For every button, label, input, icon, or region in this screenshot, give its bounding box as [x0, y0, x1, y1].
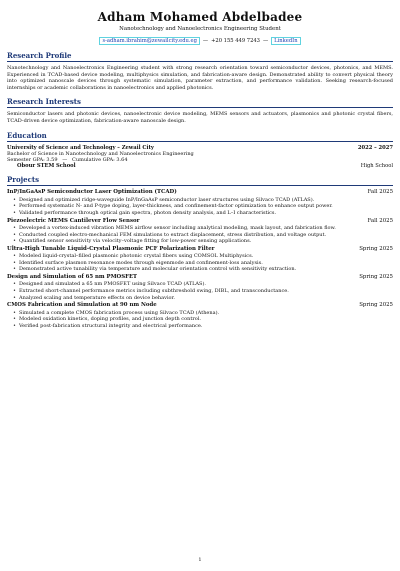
project-item: [7, 246, 393, 273]
project-title: InP/InGaAsP Semiconductor Laser Optimization (TCAD): [7, 189, 177, 196]
project-bullet: • Simulated a complete CMOS fabrication process using Silvaco TCAD (Athena).: [19, 310, 393, 317]
research-profile-text: Nanotechnology and Nanoelectronics Engineering student with strong research orientation toward semiconductor devices, photonics, and MEMS. Experienced in TCAD-based device modeling, multiphysics simulation, and fabrication-aware design. Demonstrated ability to convert physical theory into optimized nanoscale devices through systematic simulation, parameter extraction, and performance validation. Seeking research-focused internships or academic collaborations in nanoelectronics and applied photonics.: [7, 65, 393, 91]
project-bullet: • Analyzed scaling and temperature effects on device behavior.: [19, 295, 393, 302]
education-dates: 2022 – 2027: [357, 144, 393, 151]
project-bullet: • Performed systematic N- and P-type doping, layer-thickness, and confinement-factor optimization to enhance output power.: [19, 203, 393, 210]
project-item: [7, 218, 393, 245]
linkedin-link[interactable]: LinkedIn: [271, 37, 300, 45]
phone-number: +20 155 449 7243: [211, 38, 260, 44]
education-section: [7, 131, 393, 170]
project-bullets: [7, 281, 393, 301]
contact-line: [0, 37, 400, 45]
degree-name: Bachelor of Science in Nanotechnology and Nanoelectronics Engineering: [7, 150, 194, 157]
contact-separator: —: [202, 38, 209, 44]
project-item: [7, 274, 393, 301]
project-bullet: • Modeled liquid-crystal–filled plasmonic photonic crystal fibers using COMSOL Multiphysics.: [19, 253, 393, 260]
project-bullet: • Designed and optimized ridge-waveguide InP/InGaAsP semiconductor laser structures using Silvaco TCAD (ATLAS).: [19, 197, 393, 204]
project-bullet: • Verified post-fabrication structural integrity and electrical performance.: [19, 323, 393, 330]
project-date: Spring 2025: [359, 302, 393, 309]
resume-content: [0, 51, 400, 329]
project-bullets: [7, 253, 393, 273]
gpa-line: Semester GPA: 3.59 — Cumulative GPA: 3.64: [7, 156, 128, 163]
project-bullet: • Validated performance through optical gain spectra, photon density analysis, and L–I characteristics.: [19, 210, 393, 217]
section-title: Research Profile: [7, 51, 393, 62]
school-name: Obour STEM School: [17, 162, 76, 169]
project-bullets: [7, 310, 393, 330]
project-bullet: • Developed a vortex-induced vibration MEMS airflow sensor including analytical modeling, mask layout, and fabrication flow.: [19, 225, 393, 232]
contact-separator: —: [262, 38, 269, 44]
project-bullet: • Identified surface plasmon resonance modes through eigenmode and confinement-loss analysis.: [19, 260, 393, 267]
project-bullet: • Extracted short-channel performance metrics including subthreshold swing, DIBL, and transconductance.: [19, 288, 393, 295]
project-bullets: [7, 225, 393, 245]
project-bullet: • Designed and simulated a 65 nm PMOSFET using Silvaco TCAD (ATLAS).: [19, 281, 393, 288]
project-bullets: [7, 197, 393, 217]
project-item: [7, 189, 393, 216]
project-date: Spring 2025: [359, 273, 393, 280]
research-profile-section: [7, 51, 393, 91]
candidate-subtitle: Nanotechnology and Nanoelectronics Engineering Student: [119, 26, 281, 32]
project-title: Ultra-High Tunable Liquid-Crystal Plasmonic PCF Polarization Filter: [7, 245, 215, 252]
research-interests-text: Semiconductor lasers and photonic devices, nanoelectronic device modeling, MEMS sensors and actuators, plasmonics and photonic crystal fibers, TCAD-driven device optimization, fabrication-aware nanoscale design.: [7, 111, 393, 124]
project-bullet: • Demonstrated active tunability via temperature and molecular orientation control with sensitivity extraction.: [19, 266, 393, 273]
project-title: Design and Simulation of 65 nm PMOSFET: [7, 273, 138, 280]
project-date: Fall 2025: [367, 189, 393, 196]
candidate-name: Adham Mohamed Abdelbadee: [97, 10, 303, 24]
page-number: 1: [198, 557, 202, 563]
project-bullet: • Quantified sensor sensitivity via velocity–voltage fitting for low-power sensing applications.: [19, 238, 393, 245]
project-title: Piezoelectric MEMS Cantilever Flow Sensor: [7, 217, 140, 224]
projects-section: [7, 175, 393, 329]
project-date: Spring 2025: [359, 245, 393, 252]
resume-header: [0, 0, 400, 45]
school-name: University of Science and Technology – Zewail City: [7, 144, 154, 151]
section-title: Projects: [7, 175, 393, 186]
email-link[interactable]: s-adham.ibrahim@zewailcity.edu.eg: [99, 37, 199, 45]
project-bullet: • Modeled oxidation kinetics, doping profiles, and junction depth control.: [19, 316, 393, 323]
section-title: Education: [7, 131, 393, 142]
project-date: Fall 2025: [367, 217, 393, 224]
project-bullet: • Conducted coupled electro-mechanical FEM simulations to extract displacement, stress distribution, and voltage output.: [19, 232, 393, 239]
research-interests-section: [7, 97, 393, 124]
project-title: CMOS Fabrication and Simulation at 90 nm Node: [7, 302, 157, 309]
education-entry: [7, 163, 393, 169]
section-title: Research Interests: [7, 97, 393, 108]
education-dates: High School: [360, 162, 393, 169]
project-item: [7, 302, 393, 329]
